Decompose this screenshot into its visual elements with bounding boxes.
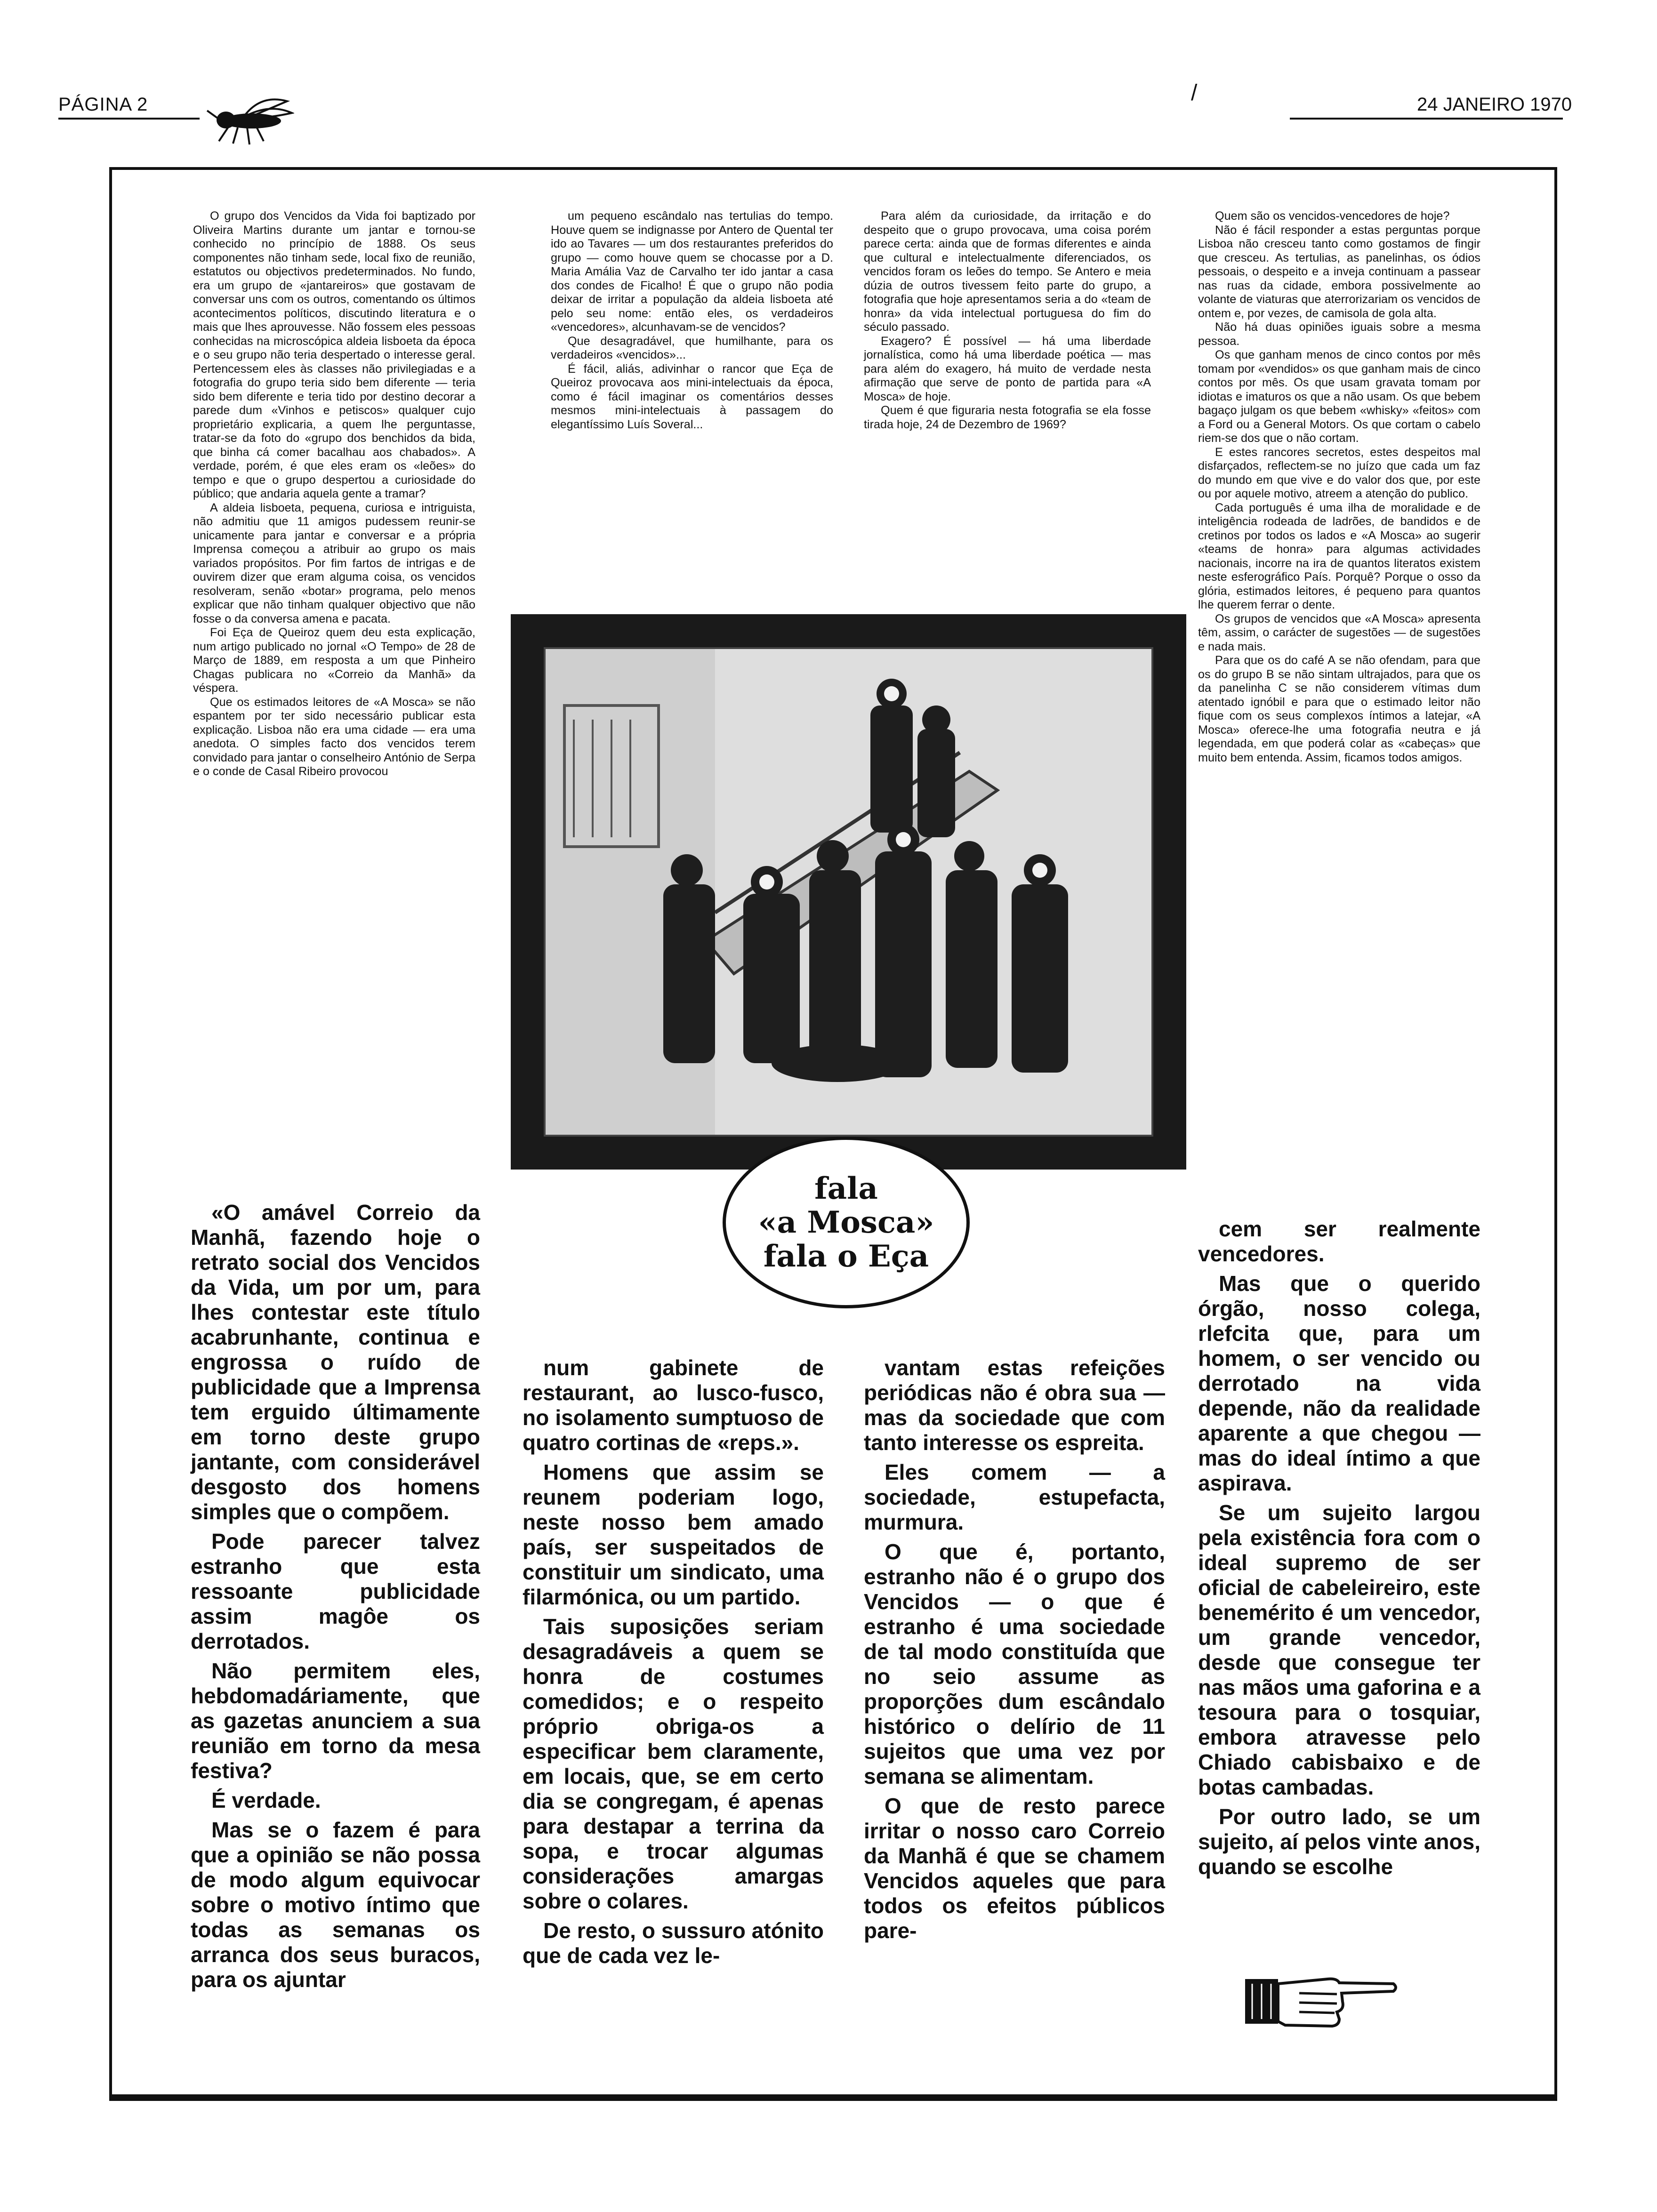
paragraph: E estes rancores secretos, estes despeitos mal disfarçados, reflectem-se no juízo que cada um faz do mundo em que vive e do valor dos que, por este ou por aquele motivo, atreem a atenção do publico. (1198, 445, 1480, 500)
intro-column-1 (193, 209, 475, 779)
header-rule-left (58, 118, 200, 120)
paragraph: Para que os do café A se não ofendam, para que os do grupo B se não sintam ultrajados, para que os da panelinha C se não considerem vítimas dum atentado ignóbil e para que o estimado leitor não fique com os seus complexos íntimos a latejar, «A Mosca» oferece-lhe uma fotografia neutra e já legendada, em que poderá colar as «cabeças» que muito bem entenda. Assim, ficamos todos amigos. (1198, 654, 1480, 764)
section-title-oval (723, 1137, 970, 1308)
paragraph: num gabinete de restaurant, ao lusco-fusco, no isolamento sumptuoso de quatro cortinas de «reps.». (523, 1355, 824, 1455)
paragraph: De resto, o sussuro atónito que de cada vez le- (523, 1918, 824, 1968)
paragraph: Que desagradável, que humilhante, para os verdadeiros «vencidos»... (551, 334, 833, 361)
paragraph: Exagero? É possível — há uma liberdade jornalística, como há uma liberdade poética — mas para além do exagero, há muito de verdade nesta afirmação que serve de ponto de partida para «A Mosca» de hoje. (864, 334, 1151, 403)
paragraph: Homens que assim se reunem poderiam logo, neste nosso bem amado país, ser suspeitados de constituir um sindicato, uma filarmónica, ou um partido. (523, 1460, 824, 1609)
intro-column-2 (551, 209, 833, 432)
paragraph: O que de resto parece irritar o nosso caro Correio da Manhã é que se chamem Vencidos aqueles que para todos os efeitos públicos pare- (864, 1794, 1165, 1943)
page-date: 24 JANEIRO 1970 (1417, 94, 1572, 115)
paragraph: Quem é que figuraria nesta fotografia se ela fosse tirada hoje, 24 de Dezembro de 1969? (864, 404, 1151, 431)
group-photo (544, 647, 1153, 1137)
header-rule-right (1290, 118, 1563, 120)
paragraph: vantam estas refeições periódicas não é obra sua — mas da sociedade que com tanto interesse os espreita. (864, 1355, 1165, 1455)
paragraph: Não permitem eles, hebdomadáriamente, que as gazetas anunciem a sua reunião em torno da mesa festiva? (191, 1659, 480, 1783)
eca-column-1 (191, 1200, 480, 1997)
paragraph: um pequeno escândalo nas tertulias do tempo. Houve quem se indignasse por Antero de Quental ter ido ao Tavares — um dos restaurantes preferidos do grupo — como houve quem se chocasse por a D. Maria Amália Vaz de Carvalho ter ido jantar a casa dos condes de Ficalho! É que o grupo não podia deixar de irritar a população da aldeia lisboeta até pelo seu nome: então eles, os verdadeiros «vencedores», alcunhavam-se de vencidos? (551, 209, 833, 334)
intro-column-3 (864, 209, 1151, 432)
paragraph: Não há duas opiniões iguais sobre a mesma pessoa. (1198, 321, 1480, 348)
paragraph: A aldeia lisboeta, pequena, curiosa e intriguista, não admitiu que 11 amigos pudessem reunir-se unicamente para jantar e conversar e a própria Imprensa começou a atribuir ao grupo os mais variados propósitos. Por fim fartos de intrigas e de ouvirem dizer que eram alguma coisa, os vencidos resolveram, senão «botar» programa, pelo menos explicar que não tinham qualquer objectivo que não fosse o da conversa amena e pacata. (193, 501, 475, 625)
frame-bottom-bar (109, 2094, 1557, 2101)
paragraph: Mas que o querido órgão, nosso colega, rlefcita que, para um homem, o ser vencido ou derrotado na vida depende, não da realidade aparente a que chegou — mas do ideal íntimo a que aspirava. (1198, 1271, 1480, 1495)
paragraph: Os grupos de vencidos que «A Mosca» apresenta têm, assim, o carácter de sugestões — de sugestões e nada mais. (1198, 612, 1480, 653)
paragraph: cem ser realmente vencedores. (1198, 1217, 1480, 1266)
pointing-hand-icon (1243, 1965, 1398, 2036)
eca-column-3 (864, 1355, 1165, 1948)
paragraph: Eles comem — a sociedade, estupefacta, murmura. (864, 1460, 1165, 1534)
paragraph: É verdade. (211, 1788, 321, 1812)
paragraph: Cada português é uma ilha de moralidade e de inteligência rodeada de ladrões, de bandidos e de cretinos por todos os lados e «A Mosca» ao sugerir «teams de honra» para algumas actividades nacionais, incorre na ira de quantos literatos existem neste esferográfico País. Porquê? Porque o osso da glória, estimados leitores, é pequeno para quantos lhe querem ferrar o dente. (1198, 501, 1480, 611)
paragraph: Não é fácil responder a estas perguntas porque Lisboa não cresceu tanto como gostamos de fingir que cresceu. As tertulias, as panelinhas, os ódios pessoais, o despeito e a inveja continuam a passear nas ruas da cidade, embora possivelmente ao volante de viaturas que aterrorizariam os vencidos de ontem e, por vezes, de camisola de gola alta. (1198, 223, 1480, 320)
paragraph: Por outro lado, se um sujeito, aí pelos vinte anos, quando se escolhe (1198, 1804, 1480, 1879)
title-line: «a Mosca» (758, 1204, 934, 1240)
paragraph: Para além da curiosidade, da irritação e do despeito que o grupo provocava, uma coisa porém parece certa: ainda que de formas diferentes e ainda que cultural e intelectualmente diferenciados, os vencidos foram os leões do tempo. Se Antero e meia dúzia de outros tivessem feito parte do grupo, a fotografia que hoje apresentamos seria a do «team de honra» da vida intelectual portuguesa do fim do século passado. (864, 209, 1151, 334)
paragraph: Se um sujeito largou pela existência fora com o ideal supremo de ser oficial de cabeleireiro, este benemérito é um vencedor, um grande vencedor, desde que consegue ter nas mãos uma gaforina e a tesoura para o tosquiar, embora atravesse pelo Chiado cabisbaixo e de botas cambadas. (1198, 1500, 1480, 1799)
paragraph: Que os estimados leitores de «A Mosca» se não espantem por ter sido necessário publicar esta explicação. Lisboa não era uma cidade — era uma anedota. O simples facto dos vencidos terem convidado para jantar o conselheiro António de Serpa e o conde de Casal Ribeiro provocou (193, 695, 475, 778)
stray-mark: / (1191, 80, 1198, 105)
paragraph: «O amável Correio da Manhã, fazendo hoje o retrato social dos Vencidos da Vida, um por um, para lhes contestar este título acabrunhante, continua e engrossa o ruído de publicidade que a Imprensa tem erguido últimamente em torno deste grupo jantante, com considerável desgosto dos homens simples que o compõem. (191, 1200, 480, 1524)
paragraph: O grupo dos Vencidos da Vida foi baptizado por Oliveira Martins durante um jantar e tornou-se conhecido no princípio de 1888. Os seus componentes não tinham sede, local fixo de reunião, estatutos ou objectivos predeterminados. No fundo, era um grupo de «jantareiros» que gostavam de conversar uns com os outros, comentando os últimos acontecimentos políticos, discutindo literatura e o mais que lhes aprouvesse. Não fossem eles pessoas conhecidas na microscópica aldeia lisboeta da época e o seu grupo não teria despertado o interesse geral. Pertencessem eles às classes não privilegiadas e a fotografia do grupo teria sido bem diferente — teria sido bem diferente e teria tido por destino decorar a parede dum «Vinhos e petiscos» qualquer cujo proprietário explicaria, a quem lhe perguntasse, tratar-se da foto do «grupo dos benchidos da bida, que binha cá comer bacalhau aos chabados». A verdade, porém, é que eles eram os «leões» do tempo e que o grupo despertou a curiosidade do público; que andaria aquela gente a tramar? (193, 209, 475, 500)
page-number: PÁGINA 2 (58, 94, 148, 115)
eca-column-4 (1198, 1217, 1480, 1884)
paragraph: Mas se o fazem é para que a opinião se não possa de modo algum equivocar sobre o motivo íntimo que todas as semanas os arranca dos seus buracos, para os ajuntar (191, 1818, 480, 1992)
title-line: fala o Eça (763, 1238, 929, 1274)
fly-icon (200, 92, 294, 148)
paragraph: É fácil, aliás, adivinhar o rancor que Eça de Queiroz provocava aos mini-intelectuais da época, como é fácil imaginar os comentários desses mesmos mini-intelectuais à passagem do elegantíssimo Luís Soveral... (551, 362, 833, 431)
eca-column-2 (523, 1355, 824, 1973)
title-line: fala (814, 1170, 878, 1206)
paragraph: Tais suposições seriam desagradáveis a quem se honra de costumes comedidos; e o respeito próprio obriga-os a especificar bem claramente, em locais, que, se em certo dia se congregam, é apenas para destapar a terrina da sopa, e trocar algumas considerações amargas sobre o colares. (523, 1614, 824, 1913)
paragraph: Os que ganham menos de cinco contos por mês tomam por «vendidos» os que ganham mais de cinco contos por mês. Os que usam gravata tomam por idiotas e imaturos os que a não usam. Os que bebem bagaço julgam os que bebem «whisky» «feitos» com a Ford ou a General Motors. Os que cortam o cabelo riem-se dos que o não cortam. (1198, 348, 1480, 445)
paragraph: Pode parecer talvez estranho que esta ressoante publicidade assim magôe os derrotados. (191, 1529, 480, 1653)
paragraph: O que é, portanto, estranho não é o grupo dos Vencidos — o que é estranho é uma sociedade de tal modo constituída que no seio assume as proporções dum escândalo histórico o delírio de 11 sujeitos que uma vez por semana se alimentam. (864, 1539, 1165, 1788)
paragraph: Foi Eça de Queiroz quem deu esta explicação, num artigo publicado no jornal «O Tempo» de 28 de Março de 1889, em resposta a um que Pinheiro Chagas publicara no «Correio da Manhã» da véspera. (193, 626, 475, 695)
paragraph: Quem são os vencidos-vencedores de hoje? (1215, 209, 1450, 223)
intro-column-4 (1198, 209, 1480, 765)
